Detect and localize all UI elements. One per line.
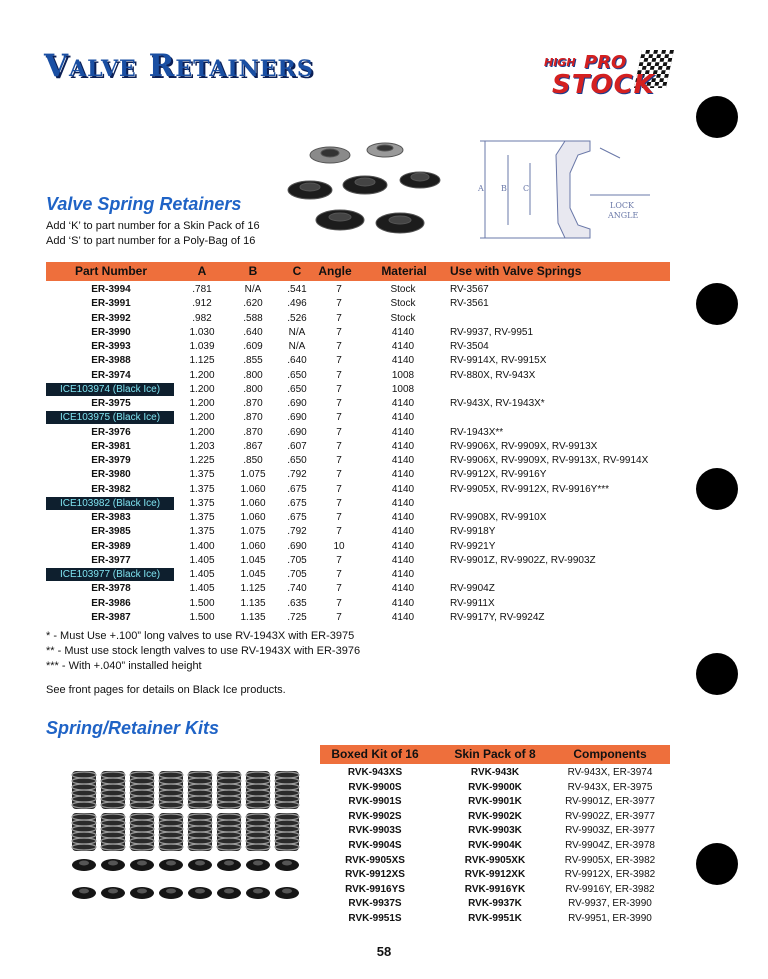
a-cell: 1.375 [189,526,215,538]
c-cell: .705 [287,554,307,566]
col-use-with: Use with Valve Springs [450,264,582,278]
material-cell: Stock [390,312,416,324]
a-cell: 1.200 [189,369,215,381]
table-row [46,468,670,482]
col-a: A [197,264,207,278]
a-cell: 1.125 [189,355,215,367]
material-cell: 4140 [391,554,415,566]
a-cell: 1.200 [189,383,215,395]
material-cell: Stock [390,298,416,310]
use-with-cell: RV-1943X** [450,426,504,438]
table-row [46,511,670,525]
boxed-kit-cell: RVK-9937S [348,898,402,910]
components-cell: RV-943X, ER-3975 [567,781,653,793]
logo-word-pro: PRO [584,52,627,73]
b-cell: .800 [243,383,263,395]
spring-kit-photo [60,765,300,915]
boxed-kit-cell: RVK-9905XS [345,854,405,866]
c-cell: .725 [287,611,307,623]
c-cell: .650 [287,383,307,395]
angle-cell: 7 [336,440,342,452]
b-cell: .850 [243,455,263,466]
angle-cell: 7 [336,298,342,310]
note-skin-pack: Add ‘K’ to part number for a Skin Pack of 16 [46,220,260,232]
part-number-cell: ER-3979 [91,455,131,466]
black-ice-tag: ICE103974 (Black Ice) [46,383,174,396]
b-cell: .870 [243,398,263,409]
skin-pack-cell: RVK-9912XK [464,869,526,881]
material-cell: 4140 [391,611,415,623]
table-row [46,611,670,625]
angle-cell: 7 [336,512,342,523]
black-ice-tag: ICE103977 (Black Ice) [46,568,174,581]
black-ice-note: See front pages for details on Black Ice products. [46,684,286,696]
boxed-kit-cell: RVK-9901S [348,796,402,808]
part-number-cell: ER-3992 [91,312,131,324]
skin-pack-cell: RVK-9902K [468,810,522,822]
material-cell: Stock [390,284,416,295]
b-cell: 1.045 [240,554,266,566]
components-cell: RV-9904Z, ER-3978 [565,840,655,851]
part-number-cell: ER-3988 [91,355,131,367]
table-row [46,568,670,582]
components-cell: RV-943X, ER-3974 [567,767,653,778]
angle-cell: 7 [336,569,342,580]
c-cell: .526 [287,312,307,324]
section-heading-kits: Spring/Retainer Kits [46,718,220,738]
dim-label-a: A [478,184,484,193]
col-material: Material [381,264,427,278]
col-components: Components [573,747,647,761]
use-with-cell: RV-9937, RV-9951 [450,326,534,338]
part-number-cell: ER-3976 [91,426,131,438]
angle-cell: 7 [336,554,342,566]
b-cell: .588 [243,312,263,324]
table-row [46,383,670,397]
c-cell: .650 [287,455,307,466]
a-cell: 1.405 [189,569,215,580]
part-number-cell: ER-3980 [91,469,131,481]
boxed-kit-cell: RVK-943XS [347,767,403,778]
table-row [46,354,670,368]
use-with-cell: RV-943X, RV-1943X* [450,398,545,409]
a-cell: 1.039 [189,341,215,352]
a-cell: .982 [192,312,212,324]
dim-label-c: C [523,184,530,193]
table-row [46,397,670,411]
a-cell: 1.500 [189,611,215,623]
a-cell: 1.400 [189,540,215,552]
a-cell: 1.225 [189,455,215,466]
angle-cell: 7 [336,398,342,409]
use-with-cell: RV-9918Y [450,526,496,538]
angle-cell: 7 [336,583,342,595]
material-cell: 4140 [391,440,415,452]
table-row [320,765,670,780]
table-row [46,312,670,326]
retainers-photo [285,135,445,245]
material-cell: 4140 [391,398,415,409]
c-cell: .690 [287,398,307,409]
c-cell: .792 [287,469,307,481]
table-row [46,525,670,539]
c-cell: .690 [287,412,307,424]
b-cell: 1.075 [240,526,266,538]
angle-cell: 7 [336,312,342,324]
a-cell: .781 [192,284,212,295]
table-row [46,369,670,383]
b-cell: .870 [243,426,263,438]
material-cell: 4140 [391,355,415,367]
use-with-cell: RV-9921Y [450,540,496,552]
components-cell: RV-9903Z, ER-3977 [565,825,655,837]
c-cell: .640 [287,355,307,367]
use-with-cell: RV-3561 [450,298,489,310]
c-cell: .541 [287,284,307,295]
boxed-kit-cell: RVK-9904S [348,840,402,851]
binder-hole [696,96,738,138]
c-cell: .675 [287,483,307,495]
b-cell: .800 [243,369,263,381]
table-row [320,896,670,911]
skin-pack-cell: RVK-9916YK [464,883,526,895]
use-with-cell: RV-9901Z, RV-9902Z, RV-9903Z [450,554,596,566]
footnote-3: *** - With +.040” installed height [46,660,202,672]
binder-hole [696,468,738,510]
angle-cell: 7 [336,469,342,481]
table-row [46,426,670,440]
use-with-cell: RV-9906X, RV-9909X, RV-9913X, RV-9914X [450,455,649,466]
part-number-cell: ER-3994 [91,284,131,295]
a-cell: .912 [192,298,212,310]
part-number-cell: ER-3991 [91,298,131,310]
a-cell: 1.203 [189,440,215,452]
table-row [46,540,670,554]
components-cell: RV-9916Y, ER-3982 [565,883,655,895]
retainer-dimension-diagram [470,133,670,243]
b-cell: .870 [243,412,263,424]
boxed-kit-cell: RVK-9902S [348,810,402,822]
angle-cell: 7 [336,341,342,352]
boxed-kit-cell: RVK-9900S [348,781,402,793]
binder-hole [696,653,738,695]
b-cell: 1.125 [240,583,266,595]
part-number-cell: ER-3983 [91,512,131,523]
angle-cell: 7 [336,355,342,367]
c-cell: .607 [287,440,307,452]
table-row [320,853,670,868]
components-cell: RV-9937, ER-3990 [568,898,652,910]
use-with-cell: RV-9914X, RV-9915X [450,355,547,367]
b-cell: 1.060 [240,540,266,552]
part-number-cell: ER-3986 [91,597,131,609]
c-cell: .690 [287,426,307,438]
black-ice-tag: ICE103975 (Black Ice) [46,411,174,424]
binder-hole [696,283,738,325]
a-cell: 1.500 [189,597,215,609]
components-cell: RV-9902Z, ER-3977 [565,810,655,822]
a-cell: 1.405 [189,583,215,595]
b-cell: .620 [243,298,263,310]
page-number: 58 [376,944,392,959]
table-row [320,882,670,897]
b-cell: 1.135 [240,611,266,623]
table-row [46,340,670,354]
components-cell: RV-9912X, ER-3982 [564,869,656,881]
part-number-cell: ER-3990 [91,326,131,338]
angle-cell: 7 [336,483,342,495]
part-number-cell: ER-3989 [91,540,131,552]
table-row [46,554,670,568]
page-title: Valve Retainers [44,48,314,84]
black-ice-tag: ICE103982 (Black Ice) [46,497,174,510]
footnote-2: ** - Must use stock length valves to use RV-1943X with ER-3976 [46,645,361,657]
angle-cell: 7 [336,284,342,295]
material-cell: 1008 [391,383,415,395]
a-cell: 1.375 [189,483,215,495]
table-row [320,867,670,882]
angle-cell: 7 [336,526,342,538]
table-row [46,440,670,454]
logo-word-high: HIGH [544,56,576,69]
col-boxed-kit: Boxed Kit of 16 [331,747,419,761]
table-row [320,794,670,809]
table-row [46,483,670,497]
table-row [320,809,670,824]
components-cell: RV-9901Z, ER-3977 [565,796,655,808]
table-row [46,297,670,311]
table-row [320,911,670,926]
c-cell: .650 [287,369,307,381]
material-cell: 4140 [391,341,415,352]
angle-cell: 7 [336,412,342,424]
components-cell: RV-9951, ER-3990 [568,913,652,924]
table-row [320,780,670,795]
table-row [46,283,670,297]
a-cell: 1.375 [189,469,215,481]
col-skin-pack: Skin Pack of 8 [454,747,536,761]
b-cell: N/A [244,284,262,295]
skin-pack-cell: RVK-9905XK [464,854,526,866]
angle-cell: 7 [336,426,342,438]
material-cell: 4140 [391,497,415,509]
b-cell: 1.075 [240,469,266,481]
boxed-kit-cell: RVK-9903S [348,825,402,837]
material-cell: 4140 [391,326,415,338]
b-cell: 1.045 [240,569,266,580]
angle-cell: 7 [336,326,342,338]
b-cell: .867 [243,440,263,452]
part-number-cell: ER-3977 [91,554,131,566]
table-row [46,454,670,468]
use-with-cell: RV-9905X, RV-9912X, RV-9916Y*** [450,483,610,495]
material-cell: 4140 [391,469,415,481]
col-b: B [248,264,258,278]
skin-pack-cell: RVK-9904K [468,840,522,851]
logo-word-stock: STOCK [552,70,655,100]
dim-label-lock: LOCK [610,201,634,210]
part-number-cell: ER-3981 [91,440,131,452]
use-with-cell: RV-9908X, RV-9910X [450,512,547,523]
skin-pack-cell: RVK-9901K [468,796,522,808]
c-cell: N/A [288,341,306,352]
c-cell: .675 [287,497,307,509]
material-cell: 4140 [391,569,415,580]
use-with-cell: RV-9917Y, RV-9924Z [450,611,545,623]
skin-pack-cell: RVK-943K [470,767,520,778]
a-cell: 1.375 [189,497,215,509]
angle-cell: 7 [336,611,342,623]
angle-cell: 7 [336,497,342,509]
a-cell: 1.405 [189,554,215,566]
part-number-cell: ER-3993 [91,341,131,352]
material-cell: 4140 [391,526,415,538]
part-number-cell: ER-3975 [91,398,131,409]
col-angle: Angle [318,264,352,278]
table-row [46,582,670,596]
b-cell: .855 [243,355,263,367]
material-cell: 4140 [391,483,415,495]
use-with-cell: RV-9911X [450,597,495,609]
a-cell: 1.030 [189,326,215,338]
part-number-cell: ER-3985 [91,526,131,538]
material-cell: 4140 [391,597,415,609]
skin-pack-cell: RVK-9900K [468,781,522,793]
c-cell: N/A [288,326,306,338]
use-with-cell: RV-3567 [450,284,489,295]
material-cell: 4140 [391,426,415,438]
skin-pack-cell: RVK-9903K [468,825,522,837]
dim-label-b: B [501,184,507,193]
use-with-cell: RV-9904Z [450,583,495,595]
angle-cell: 7 [336,383,342,395]
part-number-cell: ER-3982 [91,483,131,495]
c-cell: .690 [287,540,307,552]
c-cell: .675 [287,512,307,523]
a-cell: 1.200 [189,412,215,424]
skin-pack-cell: RVK-9937K [468,898,522,910]
a-cell: 1.375 [189,512,215,523]
part-number-cell: ER-3987 [91,611,131,623]
dim-label-angle: ANGLE [608,211,639,220]
b-cell: .640 [243,326,263,338]
angle-cell: 10 [333,540,345,552]
use-with-cell: RV-880X, RV-943X [450,369,536,381]
material-cell: 1008 [391,369,415,381]
b-cell: 1.060 [240,483,266,495]
col-part-number: Part Number [74,264,148,278]
c-cell: .496 [287,298,307,310]
c-cell: .705 [287,569,307,580]
part-number-cell: ER-3978 [91,583,131,595]
table-row [46,497,670,511]
boxed-kit-cell: RVK-9912XS [345,869,405,881]
a-cell: 1.200 [189,398,215,409]
angle-cell: 7 [336,369,342,381]
section-heading-retainers: Valve Spring Retainers [46,194,242,214]
angle-cell: 7 [336,597,342,609]
b-cell: 1.060 [240,497,266,509]
a-cell: 1.200 [189,426,215,438]
c-cell: .635 [287,597,307,609]
note-poly-bag: Add ‘S’ to part number for a Poly-Bag of 16 [46,235,256,247]
footnote-1: * - Must Use +.100” long valves to use RV-1943X with ER-3975 [46,630,355,642]
material-cell: 4140 [391,540,415,552]
b-cell: 1.135 [240,597,266,609]
boxed-kit-cell: RVK-9951S [348,913,402,924]
use-with-cell: RV-9912X, RV-9916Y [450,469,547,481]
material-cell: 4140 [391,455,415,466]
components-cell: RV-9905X, ER-3982 [564,854,656,866]
use-with-cell: RV-9906X, RV-9909X, RV-9913X [450,440,598,452]
material-cell: 4140 [391,512,415,523]
table-row [46,326,670,340]
material-cell: 4140 [391,583,415,595]
table-row [320,838,670,853]
table-row [320,823,670,838]
c-cell: .740 [287,583,307,595]
col-c: C [292,264,302,278]
skin-pack-cell: RVK-9951K [468,913,522,924]
b-cell: 1.060 [240,512,266,523]
use-with-cell: RV-3504 [450,341,489,352]
brand-logo [540,50,672,100]
boxed-kit-cell: RVK-9916YS [345,883,405,895]
c-cell: .792 [287,526,307,538]
table-row [46,597,670,611]
material-cell: 4140 [391,412,415,424]
part-number-cell: ER-3974 [91,369,131,381]
b-cell: .609 [243,341,263,352]
angle-cell: 7 [336,455,342,466]
table-row [46,411,670,425]
binder-hole [696,843,738,885]
